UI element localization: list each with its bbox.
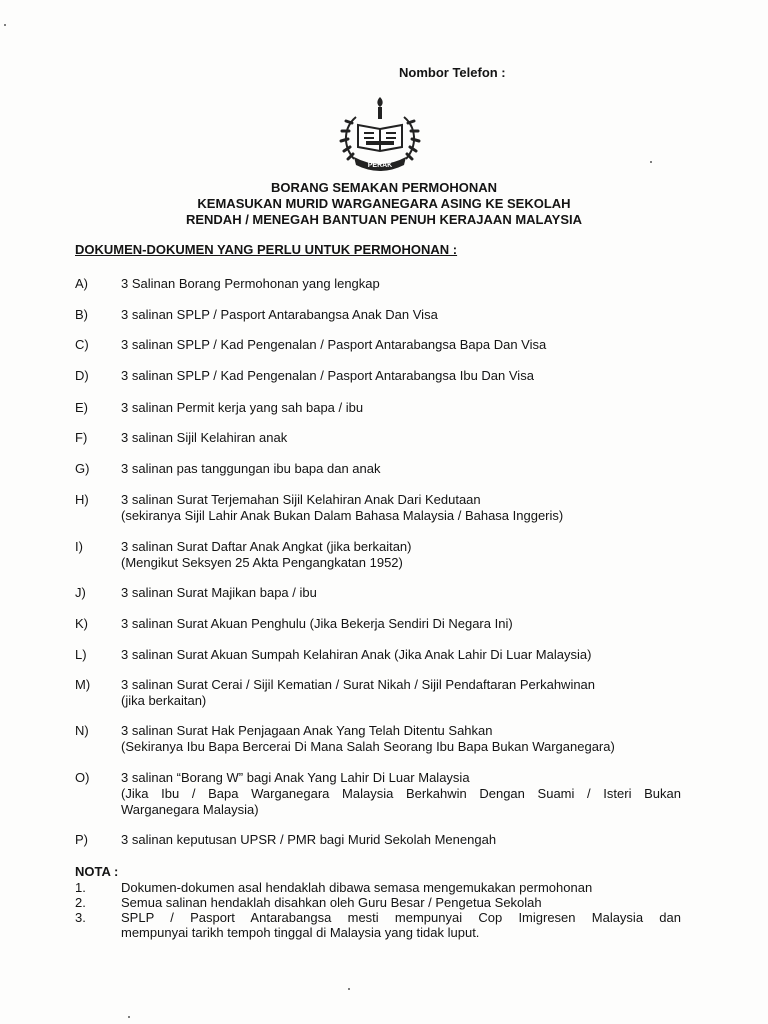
checklist-item-line: (sekiranya Sijil Lahir Anak Bukan Dalam Bahasa Malaysia / Bahasa Inggeris) — [121, 508, 564, 523]
checklist-item-text — [121, 368, 681, 384]
checklist-item-text — [121, 430, 681, 446]
checklist-item-letter: J) — [75, 585, 86, 600]
required-documents-heading: DOKUMEN-DOKUMEN YANG PERLU UNTUK PERMOHONAN : — [75, 242, 458, 257]
form-title-line-1: BORANG SEMAKAN PERMOHONAN — [270, 180, 498, 195]
checklist-item-letter: N) — [75, 723, 89, 738]
checklist-item-line: 3 salinan SPLP / Kad Pengenalan / Pasport Antarabangsa Ibu Dan Visa — [121, 368, 534, 383]
checklist-item-line: 3 salinan Surat Daftar Anak Angkat (jika berkaitan) — [121, 539, 412, 554]
checklist-item-line: 3 salinan Sijil Kelahiran anak — [121, 430, 288, 445]
checklist-item-line: (Sekiranya Ibu Bapa Bercerai Di Mana Salah Seorang Ibu Bapa Bukan Warganegara) — [121, 739, 615, 754]
checklist-item-line: (Mengikut Seksyen 25 Akta Pengangkatan 1952) — [121, 555, 403, 570]
checklist-item-text — [121, 276, 681, 292]
checklist-item-text — [121, 539, 681, 571]
nota-item-line: Dokumen-dokumen asal hendaklah dibawa semasa mengemukakan permohonan — [121, 880, 593, 895]
checklist-item-letter: F) — [75, 430, 88, 445]
checklist-item-line: 3 salinan Surat Akuan Sumpah Kelahiran Anak (Jika Anak Lahir Di Luar Malaysia) — [121, 647, 592, 662]
nota-item-text — [121, 880, 681, 895]
checklist-item-letter: O) — [75, 770, 90, 785]
checklist-item-text — [121, 677, 681, 709]
checklist-item-letter: A) — [75, 276, 88, 291]
scan-speck — [128, 1016, 130, 1018]
checklist-item-line: 3 salinan Surat Majikan bapa / ibu — [121, 585, 317, 600]
nota-item-number: 1. — [75, 880, 86, 895]
checklist-item-text — [121, 337, 681, 353]
checklist-item-line: 3 salinan Surat Akuan Penghulu (Jika Bekerja Sendiri Di Negara Ini) — [121, 616, 513, 631]
checklist-item-letter: L) — [75, 647, 87, 662]
nota-item-text — [121, 910, 681, 940]
checklist-item-line: 3 salinan keputusan UPSR / PMR bagi Murid Sekolah Menengah — [121, 832, 497, 847]
form-title-line-2: KEMASUKAN MURID WARGANEGARA ASING KE SEKOLAH — [197, 196, 571, 211]
phone-number-label: Nombor Telefon : — [399, 65, 506, 80]
nota-item-line: mempunyai tarikh tempoh tinggal di Malaysia yang tidak luput. — [121, 925, 480, 940]
checklist-item-line: 3 salinan Surat Hak Penjagaan Anak Yang Telah Ditentu Sahkan — [121, 723, 493, 738]
checklist-item-letter: I) — [75, 539, 83, 554]
checklist-item-line: 3 salinan Permit kerja yang sah bapa / ibu — [121, 400, 364, 415]
checklist-item-letter: H) — [75, 492, 89, 507]
checklist-item-line: (Jika Ibu / Bapa Warganegara Malaysia Berkahwin Dengan Suami / Isteri Bukan — [121, 786, 681, 801]
checklist-item-text — [121, 770, 681, 818]
checklist-item-line: 3 salinan SPLP / Pasport Antarabangsa Anak Dan Visa — [121, 307, 438, 322]
checklist-item-text — [121, 492, 681, 524]
nota-item-line: Semua salinan hendaklah disahkan oleh Guru Besar / Pengetua Sekolah — [121, 895, 542, 910]
checklist-item-text — [121, 400, 681, 416]
perak-crest-logo — [334, 95, 426, 175]
checklist-item-text — [121, 307, 681, 323]
checklist-item-letter: C) — [75, 337, 89, 352]
checklist-item-letter: G) — [75, 461, 90, 476]
crest-ribbon-text: PERAK — [367, 162, 393, 169]
checklist-item-line: 3 Salinan Borang Permohonan yang lengkap — [121, 276, 380, 291]
form-title — [80, 180, 688, 228]
scan-speck — [650, 161, 652, 163]
nota-item-number: 2. — [75, 895, 86, 910]
nota-item-line: SPLP / Pasport Antarabangsa mesti mempunyai Cop Imigresen Malaysia dan — [121, 910, 681, 925]
checklist-item-text — [121, 461, 681, 477]
checklist-item-letter: D) — [75, 368, 89, 383]
checklist-item-line: 3 salinan Surat Cerai / Sijil Kematian / Surat Nikah / Sijil Pendaftaran Perkahwinan — [121, 677, 596, 692]
checklist-item-text — [121, 723, 681, 755]
checklist-item-line: (jika berkaitan) — [121, 693, 207, 708]
checklist-item-text — [121, 616, 681, 632]
checklist-item-text — [121, 585, 681, 601]
nota-item-text — [121, 895, 681, 910]
scan-speck — [4, 24, 6, 26]
checklist-item-letter: M) — [75, 677, 91, 692]
checklist-item-line: 3 salinan Surat Terjemahan Sijil Kelahiran Anak Dari Kedutaan — [121, 492, 481, 507]
checklist-item-text — [121, 647, 681, 663]
nota-item-number: 3. — [75, 910, 86, 925]
checklist-item-letter: E) — [75, 400, 88, 415]
checklist-item-letter: B) — [75, 307, 88, 322]
checklist-item-letter: K) — [75, 616, 88, 631]
checklist-item-text — [121, 832, 681, 848]
nota-heading: NOTA : — [75, 864, 119, 879]
checklist-item-line: 3 salinan SPLP / Kad Pengenalan / Pasport Antarabangsa Bapa Dan Visa — [121, 337, 547, 352]
scan-speck — [348, 988, 350, 990]
checklist-item-line: 3 salinan “Borang W” bagi Anak Yang Lahir Di Luar Malaysia — [121, 770, 470, 785]
form-title-line-3: RENDAH / MENEGAH BANTUAN PENUH KERAJAAN MALAYSIA — [185, 212, 583, 227]
checklist-item-line: Warganegara Malaysia) — [121, 802, 259, 817]
checklist-item-line: 3 salinan pas tanggungan ibu bapa dan anak — [121, 461, 381, 476]
checklist-item-letter: P) — [75, 832, 88, 847]
